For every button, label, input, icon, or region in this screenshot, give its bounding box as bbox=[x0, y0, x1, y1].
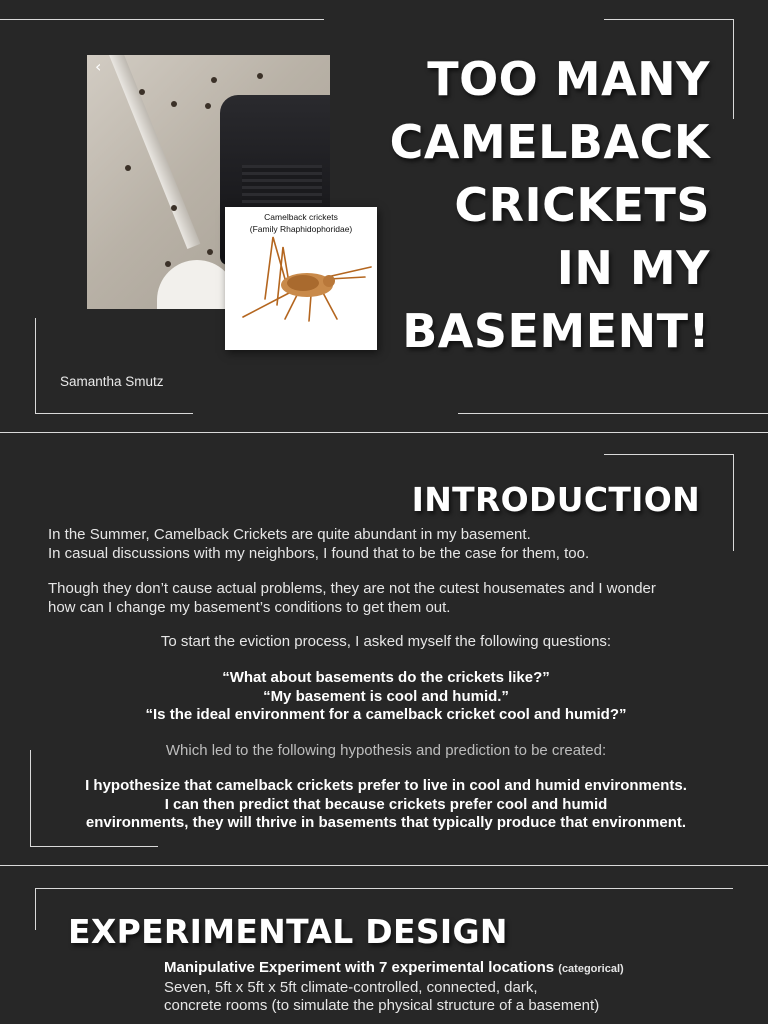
divider-line bbox=[30, 846, 158, 847]
divider-line bbox=[458, 413, 768, 414]
divider-line bbox=[35, 888, 36, 930]
question-3: “Is the ideal environment for a camelback cricket cool and humid?” bbox=[145, 706, 627, 723]
cricket-illustration bbox=[225, 207, 377, 350]
divider-line bbox=[35, 318, 36, 414]
hypothesis-line: I hypothesize that camelback crickets prefer to live in cool and humid environments. bbox=[85, 777, 687, 794]
author-name: Samantha Smutz bbox=[60, 374, 164, 389]
section-divider bbox=[0, 432, 768, 433]
title-line: CAMELBACK bbox=[389, 115, 710, 169]
hypothesis-line: I can then predict that because crickets prefer cool and humid bbox=[164, 795, 608, 813]
question-1: “What about basements do the crickets like?” bbox=[222, 669, 550, 686]
experiment-detail: Seven, 5ft x 5ft x 5ft climate-controlled, connected, dark, bbox=[164, 978, 538, 996]
cricket-dot bbox=[257, 73, 263, 79]
section-divider bbox=[0, 865, 768, 866]
cricket-dot bbox=[139, 89, 145, 95]
hypothesis-block bbox=[0, 777, 768, 833]
page-title bbox=[350, 48, 710, 363]
cricket-dot bbox=[125, 165, 131, 171]
experiment-type: Manipulative Experiment with 7 experimental locations bbox=[164, 959, 555, 976]
pipe-shape bbox=[105, 55, 200, 249]
hypothesis-intro: Which led to the following hypothesis and prediction to be created: bbox=[165, 742, 607, 759]
question-2: “My basement is cool and humid.” bbox=[263, 687, 509, 705]
experimental-design-text bbox=[164, 959, 764, 1016]
cricket-photo-card bbox=[225, 207, 377, 350]
intro-paragraph-1: In the Summer, Camelback Crickets are quite abundant in my basement. In casual discussions with my neighbors, I found that to be the case for them, too. bbox=[48, 526, 590, 562]
questions-intro: To start the eviction process, I asked myself the following questions: bbox=[160, 633, 612, 650]
variable-type: (categorical) bbox=[558, 963, 624, 975]
cricket-dot bbox=[165, 261, 171, 267]
divider-line bbox=[733, 19, 734, 119]
cricket-caption: Camelback crickets (Family Rhaphidophoridae) bbox=[249, 212, 353, 234]
divider-line bbox=[35, 888, 733, 889]
cricket-dot bbox=[205, 103, 211, 109]
divider-line bbox=[604, 19, 734, 20]
hypothesis-line: environments, they will thrive in basements that typically produce that environment. bbox=[85, 814, 687, 831]
title-line: BASEMENT! bbox=[402, 304, 710, 358]
cricket-dot bbox=[207, 249, 213, 255]
cricket-dot bbox=[171, 205, 177, 211]
title-line: IN MY bbox=[556, 241, 710, 295]
chevron-left-icon: ‹ bbox=[95, 57, 102, 76]
introduction-heading: INTRODUCTION bbox=[411, 480, 700, 519]
questions-list bbox=[0, 669, 768, 725]
cricket-dot bbox=[171, 101, 177, 107]
experiment-detail: concrete rooms (to simulate the physical structure of a basement) bbox=[164, 997, 600, 1014]
intro-paragraph-2: Though they don’t cause actual problems, they are not the cutest housemates and I wonder how can I change my basement’s conditions to get them out. bbox=[48, 580, 656, 616]
cricket-dot bbox=[211, 77, 217, 83]
title-line: CRICKETS bbox=[454, 178, 710, 232]
divider-line bbox=[35, 413, 193, 414]
title-line: TOO MANY bbox=[427, 52, 710, 106]
divider-line bbox=[604, 454, 734, 455]
experimental-design-heading: EXPERIMENTAL DESIGN bbox=[68, 912, 508, 951]
divider-line bbox=[0, 19, 324, 20]
